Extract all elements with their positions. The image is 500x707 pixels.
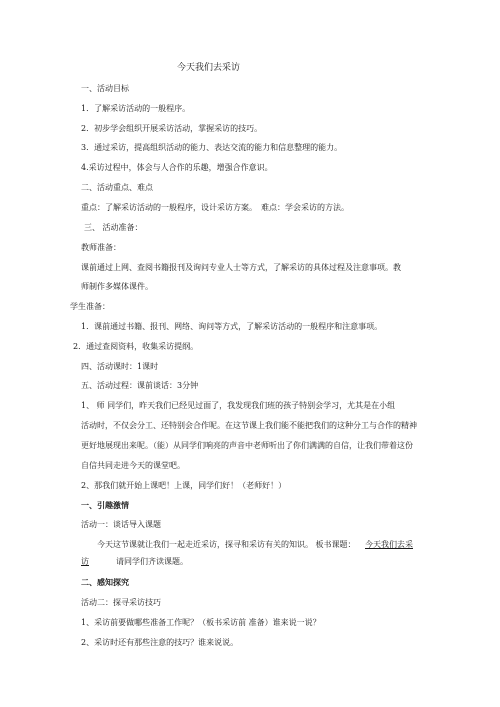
section-heading: 一、引趣激情 — [81, 501, 129, 510]
paragraph-line: 1、 师 同学们，昨天我们已经见过面了，我发现我们班的孩子特别会学习，尤其是在小组 — [81, 401, 396, 410]
section-heading: 二、活动重点、难点 — [81, 183, 153, 192]
paragraph-line: 活动二：探寻采访技巧 — [81, 598, 161, 607]
paragraph-line: 1．课前通过书籍、报刊、网络、询问等方式，了解采访活动的一般程序和注意事项。 — [81, 322, 383, 331]
paragraph-line: 学生准备： — [70, 302, 110, 311]
paragraph-line: 2．初步学会组织开展采访活动，掌握采访的技巧。 — [81, 124, 263, 133]
paragraph-line: 请同学们齐读课题。 — [116, 557, 188, 566]
paragraph-line: 今天这节课就让我们一起走近采访，探寻和采访有关的知识。 板书课题： — [97, 540, 356, 549]
paragraph-line: 活动时，不仅会分工、还特别会合作呢。在这节课上我们能不能把我们的这种分工与合作的精神 — [81, 421, 417, 430]
section-heading: 四、活动课时：1课时 — [81, 362, 159, 371]
paragraph-line: 3．通过采访，提高组织活动的能力、表达交流的能力和信息整理的能力。 — [81, 143, 343, 152]
paragraph-line: 2．通过查阅资料，收集采访提纲。 — [73, 342, 199, 351]
paragraph-line: 课前通过上网、查阅书籍报刊及询问专业人士等方式，了解采访的具体过程及注意事项。教 — [81, 263, 401, 272]
paragraph-line: 4.采访过程中，体会与人合作的乐趣，增强合作意识。 — [81, 163, 273, 172]
paragraph-line: 1．了解采访活动的一般程序。 — [81, 104, 191, 113]
paragraph-line: 活动一：谈话导入课题 — [81, 520, 161, 529]
paragraph-line: 2、那我们就开始上课吧！上课，同学们好！（老师好！） — [81, 481, 287, 490]
section-heading: 五、活动过程：课前谈话：3分钟 — [81, 381, 199, 390]
paragraph-line: 教师准备： — [81, 243, 121, 252]
lesson-topic-underlined: 今天我们去采 — [365, 540, 413, 549]
paragraph-line: 师制作多媒体课件。 — [81, 282, 153, 291]
paragraph-line: 重点：了解采访活动的一般程序，设计采访方案。 难点：学会采访的方法。 — [81, 203, 349, 212]
lesson-topic-underlined: 访 — [81, 557, 89, 566]
document-title: 今天我们去采访 — [177, 63, 241, 73]
paragraph-line: 自信共同走进今天的课堂吧。 — [81, 461, 185, 470]
section-heading: 三、 活动准备： — [84, 223, 143, 232]
section-heading: 二、感知探究 — [81, 578, 129, 587]
paragraph-line: 2、采访时还有那些注意的技巧？谁来说说。 — [81, 638, 239, 647]
section-heading: 一、活动目标 — [81, 84, 129, 93]
paragraph-line: 更好地展现出来呢。（能）从同学们响亮的声音中老师听出了你们满满的自信，让我们带着这份 — [81, 441, 413, 450]
paragraph-line: 1、采访前要做哪些准备工作呢？（板书采访前 准备）谁来说一说？ — [81, 618, 321, 627]
